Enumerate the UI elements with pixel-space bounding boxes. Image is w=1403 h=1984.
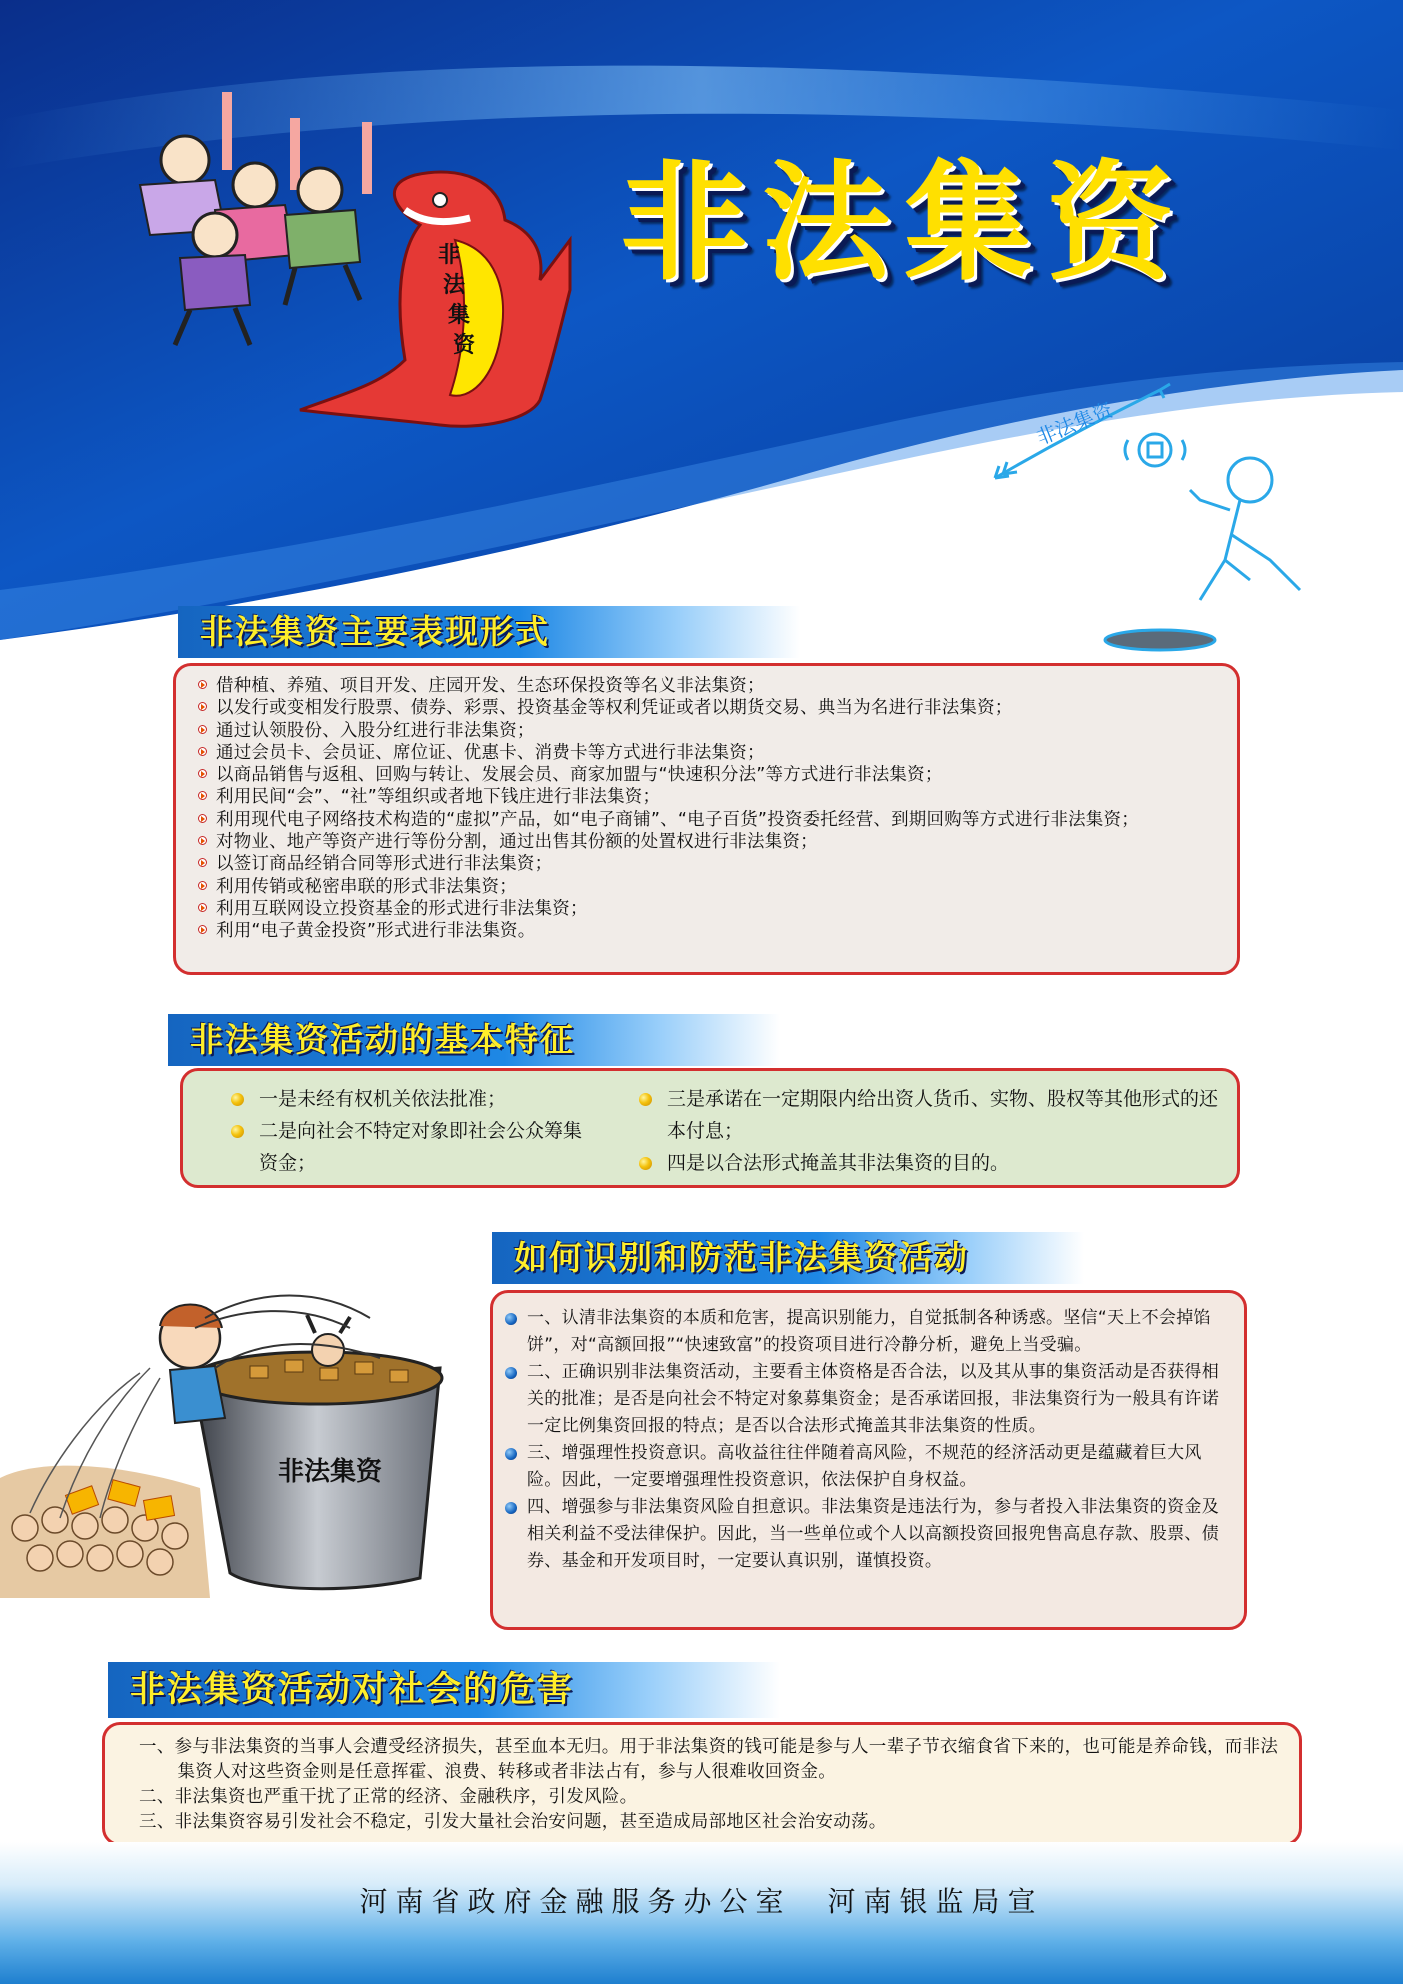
list-item: 以商品销售与返租、回购与转让、发展会员、商家加盟与“快速积分法”等方式进行非法集资； <box>196 764 1223 786</box>
list-item: 通过会员卡、会员证、席位证、优惠卡、消费卡等方式进行非法集资； <box>196 742 1223 764</box>
list-item: 以发行或变相发行股票、债券、彩票、投资基金等权利凭证或者以期货交易、典当为名进行非法集资； <box>196 697 1223 719</box>
arrow-bullet-icon <box>198 881 207 890</box>
list-item: 四、增强参与非法集资风险自担意识。非法集资是违法行为，参与者投入非法集资的资金及相关利益不受法律保护。因此，当一些单位或个人以高额投资回报兜售高息存款、股票、债券、基金和开发项目时，一定要认真识别，谨慎投资。 <box>527 1494 1228 1575</box>
list-item: 利用民间“会”、“社”等组织或者地下钱庄进行非法集资； <box>196 786 1223 808</box>
feature-item: 二是向社会不特定对象即社会公众筹集资金； <box>231 1115 597 1179</box>
section-heading-features: 非法集资活动的基本特征 <box>168 1014 780 1066</box>
arrow-bullet-icon <box>198 769 207 778</box>
svg-text:法: 法 <box>443 273 466 298</box>
list-item: 通过认领股份、入股分红进行非法集资； <box>196 720 1223 742</box>
list-item: 利用“电子黄金投资”形式进行非法集资。 <box>196 920 1223 942</box>
pot-label: 非法集资 <box>277 1457 383 1487</box>
investment-trap-cartoon <box>0 1258 470 1598</box>
list-item: 利用传销或秘密串联的形式非法集资； <box>196 876 1223 898</box>
svg-text:资: 资 <box>453 333 476 358</box>
list-item: 一、参与非法集资的当事人会遭受经济损失，甚至血本无归。用于非法集资的钱可能是参与人一辈子节衣缩食省下来的，也可能是养命钱，而非法集资人对这些资金则是任意挥霍、浪费、转移或者非法占有，参与人很难收回资金。 <box>139 1737 1279 1782</box>
list-item: 借种植、养殖、项目开发、庄园开发、生态环保投资等名义非法集资； <box>196 675 1223 697</box>
section-heading-prevention: 如何识别和防范非法集资活动 <box>492 1232 1084 1284</box>
arrow-bullet-icon <box>198 925 207 934</box>
arrow-bullet-icon <box>198 814 207 823</box>
footer-issuer: 河南省政府金融服务办公室 河南银监局宣 <box>359 1885 1044 1918</box>
prevention-list <box>527 1305 1228 1575</box>
svg-text:非: 非 <box>438 243 461 268</box>
section-heading-harms: 非法集资活动对社会的危害 <box>108 1662 780 1718</box>
gold-dot-icon <box>231 1125 244 1138</box>
arrow-label: 非法集资 <box>1032 397 1117 450</box>
feature-item: 四是以合法形式掩盖其非法集资的目的。 <box>639 1147 1227 1179</box>
list-item: 以签订商品经销合同等形式进行非法集资； <box>196 853 1223 875</box>
arrow-bullet-icon <box>198 702 207 711</box>
blue-dot-icon <box>505 1448 517 1460</box>
blue-dot-icon <box>505 1367 517 1379</box>
arrow-bullet-icon <box>198 791 207 800</box>
arrow-bullet-icon <box>198 836 207 845</box>
list-item: 利用互联网设立投资基金的形式进行非法集资； <box>196 898 1223 920</box>
forms-list <box>196 675 1223 943</box>
harms-list <box>139 1735 1279 1835</box>
features-box <box>180 1068 1240 1188</box>
list-item: 二、非法集资也严重干扰了正常的经济、金融秩序，引发风险。 <box>139 1787 638 1807</box>
list-item: 二、正确识别非法集资活动，主要看主体资格是否合法，以及其从事的集资活动是否获得相关的批准；是否是向社会不特定对象募集资金；是否承诺回报，非法集资行为一般具有许诺一定比例集资回报的特点；是否以合法形式掩盖其非法集资的性质。 <box>527 1359 1228 1440</box>
list-item: 一、认清非法集资的本质和危害，提高识别能力，自觉抵制各种诱惑。坚信“天上不会掉馅饼”，对“高额回报”“快速致富”的投资项目进行冷静分析，避免上当受骗。 <box>527 1305 1228 1359</box>
arrow-bullet-icon <box>198 858 207 867</box>
harms-box <box>102 1722 1302 1846</box>
arrow-bullet-icon <box>198 903 207 912</box>
list-item: 利用现代电子网络技术构造的“虚拟”产品，如“电子商铺”、“电子百货”投资委托经营、到期回购等方式进行非法集资； <box>196 809 1223 831</box>
arrow-bullet-icon <box>198 725 207 734</box>
gold-dot-icon <box>639 1093 652 1106</box>
section-heading-forms: 非法集资主要表现形式 <box>178 606 800 658</box>
arrow-bullet-icon <box>198 680 207 689</box>
gold-dot-icon <box>639 1157 652 1170</box>
list-item: 三、增强理性投资意识。高收益往往伴随着高风险，不规范的经济活动更是蕴藏着巨大风险。因此，一定要增强理性投资意识，依法保护自身权益。 <box>527 1440 1228 1494</box>
blue-dot-icon <box>505 1502 517 1514</box>
prevention-box <box>490 1290 1247 1630</box>
svg-text:集: 集 <box>448 303 471 328</box>
blue-dot-icon <box>505 1313 517 1325</box>
arrow-bullet-icon <box>198 747 207 756</box>
feature-item: 一是未经有权机关依法批准； <box>231 1083 619 1115</box>
list-item: 对物业、地产等资产进行等份分割，通过出售其份额的处置权进行非法集资； <box>196 831 1223 853</box>
list-item: 三、非法集资容易引发社会不稳定，引发大量社会治安问题，甚至造成局部地区社会治安动荡。 <box>139 1812 887 1832</box>
main-title: 非法集资 <box>620 149 1189 298</box>
gold-dot-icon <box>231 1093 244 1106</box>
forms-box <box>173 663 1240 975</box>
feature-item: 三是承诺在一定期限内给出资人货币、实物、股权等其他形式的还本付息； <box>639 1083 1227 1147</box>
